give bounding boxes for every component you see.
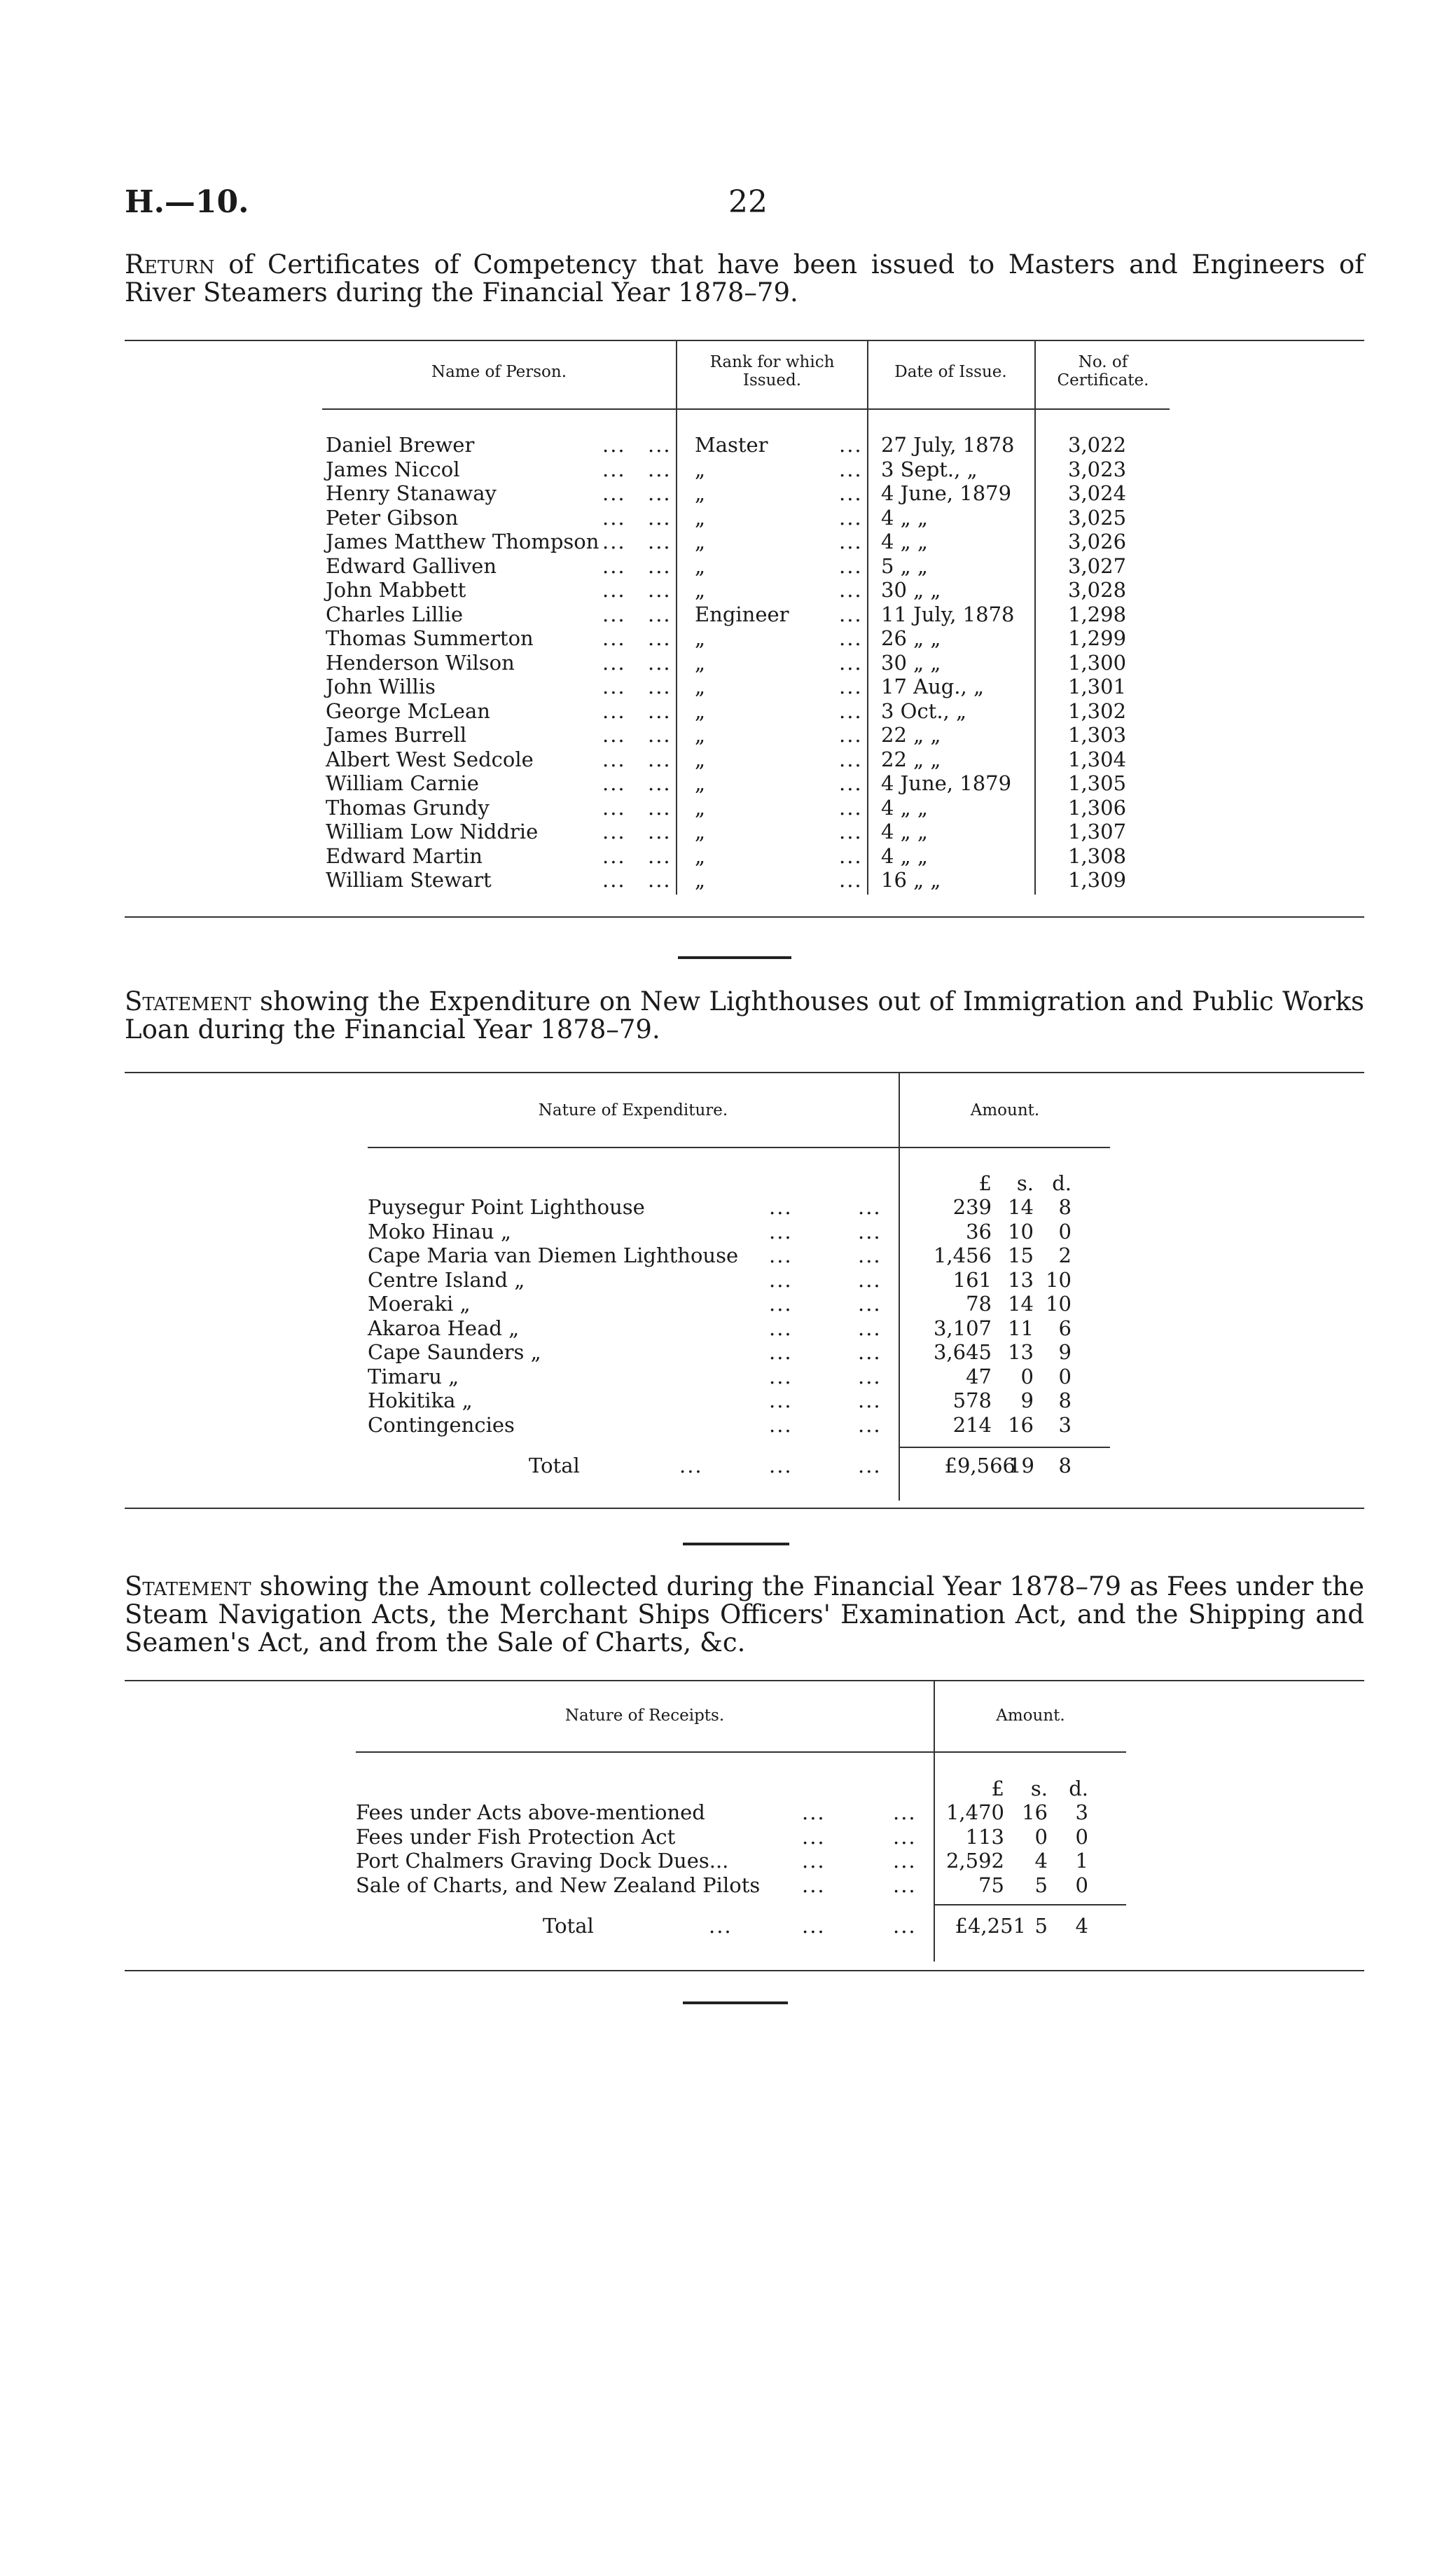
amount-pounds: 75 — [978, 1873, 1004, 1897]
leader-dots: ... — [602, 602, 626, 626]
leader-dots: ... — [648, 747, 672, 771]
leader-dots: ... — [839, 820, 863, 843]
leader-dots: ... — [839, 795, 863, 820]
leader-dots: ... — [602, 505, 626, 530]
certificates-title-text: of Certificates of Competency that have been issued to Masters and Engineers of River Steamers during the Financial Year 1878–79. — [125, 249, 1364, 308]
certificate-number: 3,022 — [1068, 433, 1127, 457]
certificate-number: 1,301 — [1068, 675, 1127, 698]
amount-pence: 9 — [1058, 1340, 1072, 1364]
certificate-number: 1,302 — [1068, 698, 1127, 723]
receipt-item: Fees under Fish Protection Act — [356, 1824, 676, 1849]
amount-shillings: 16 — [1022, 1800, 1048, 1824]
leader-dots: ... — [602, 530, 626, 553]
certificates-col-divider-3 — [1034, 341, 1036, 895]
leader-dots: ... — [769, 1412, 793, 1437]
person-name: William Low Niddrie — [326, 820, 539, 843]
rank-cell: „ — [695, 553, 706, 578]
leader-dots: ... — [839, 505, 863, 530]
expenditure-item: Timaru „ — [368, 1364, 459, 1388]
date-cell: 4 „ „ — [881, 505, 928, 530]
lighthouses-top-rule — [125, 1072, 1364, 1073]
leader-dots: ... — [858, 1195, 882, 1219]
col-header-nature-receipts: Nature of Receipts. — [564, 1707, 725, 1725]
certificates-title — [125, 251, 1364, 307]
leader-dots: ... — [602, 771, 626, 795]
person-name: Albert West Sedcole — [326, 747, 534, 771]
date-cell: 22 „ „ — [881, 747, 941, 771]
amount-pence: 0 — [1075, 1824, 1088, 1849]
expenditure-item: Centre Island „ — [368, 1267, 525, 1292]
leader-dots: ... — [858, 1364, 882, 1388]
leader-dots: ... — [769, 1292, 793, 1316]
person-name: Thomas Summerton — [326, 626, 534, 650]
leader-dots: ... — [602, 698, 626, 723]
leader-dots: ... — [648, 868, 672, 892]
date-cell: 16 „ „ — [881, 868, 941, 892]
rank-cell: „ — [695, 698, 706, 723]
fees-bottom-rule — [125, 1970, 1364, 1971]
person-name: James Burrell — [326, 723, 467, 747]
col-header-rank: Rank for which Issued. — [709, 353, 835, 390]
leader-dots: ... — [893, 1849, 917, 1873]
amount-pounds: 78 — [966, 1292, 992, 1316]
rank-cell: „ — [695, 457, 706, 481]
unit-pence: d. — [1069, 1777, 1088, 1800]
lighthouses-total-leader-2: ... — [769, 1454, 793, 1477]
amount-shillings: 5 — [1034, 1873, 1048, 1897]
leader-dots: ... — [602, 795, 626, 820]
expenditure-item: Akaroa Head „ — [368, 1316, 520, 1340]
amount-pence: 1 — [1075, 1849, 1088, 1873]
col-header-amount-expenditure: Amount. — [970, 1101, 1040, 1119]
page-number: 22 — [728, 184, 768, 220]
rank-cell: „ — [695, 843, 706, 868]
expenditure-item: Hokitika „ — [368, 1388, 473, 1412]
lighthouses-title-text: showing the Expenditure on New Lighthouses out of Immigration and Public Works Loan during the Financial Year 1878–79. — [125, 986, 1364, 1045]
expenditure-item: Cape Saunders „ — [368, 1340, 541, 1364]
leader-dots: ... — [769, 1364, 793, 1388]
rank-cell: „ — [695, 675, 706, 698]
certificate-number: 1,307 — [1068, 820, 1127, 843]
fees-total-shillings: 5 — [1034, 1914, 1048, 1938]
certificate-number: 3,028 — [1068, 578, 1127, 602]
leader-dots: ... — [858, 1243, 882, 1267]
leader-dots: ... — [602, 843, 626, 868]
leader-dots: ... — [858, 1388, 882, 1412]
certificates-header-rule — [322, 408, 1170, 410]
person-name: Charles Lillie — [326, 602, 464, 626]
unit-pounds: £ — [978, 1171, 992, 1195]
leader-dots: ... — [602, 650, 626, 675]
receipt-item: Fees under Acts above-mentioned — [356, 1800, 705, 1824]
person-name: Daniel Brewer — [326, 433, 475, 457]
leader-dots: ... — [648, 481, 672, 505]
person-name: John Mabbett — [326, 578, 466, 602]
amount-pence: 0 — [1058, 1364, 1072, 1388]
amount-pence: 10 — [1046, 1292, 1072, 1316]
leader-dots: ... — [648, 553, 672, 578]
amount-shillings: 14 — [1008, 1195, 1034, 1219]
rank-cell: „ — [695, 626, 706, 650]
fees-title-lead: Statement — [125, 1571, 251, 1601]
unit-shillings: s. — [1016, 1171, 1034, 1195]
leader-dots: ... — [802, 1800, 826, 1824]
expenditure-item: Moko Hinau „ — [368, 1219, 511, 1243]
col-header-cert: No. of Certificate. — [1057, 353, 1149, 390]
amount-pence: 0 — [1075, 1873, 1088, 1897]
date-cell: 4 „ „ — [881, 530, 928, 553]
page-reference: H.—10. — [125, 184, 249, 220]
certificates-col-divider-2 — [867, 341, 868, 895]
fees-header-rule — [356, 1751, 1126, 1753]
receipt-item: Port Chalmers Graving Dock Dues... — [356, 1849, 729, 1873]
unit-pounds: £ — [991, 1777, 1004, 1800]
leader-dots: ... — [602, 553, 626, 578]
leader-dots: ... — [648, 723, 672, 747]
leader-dots: ... — [769, 1316, 793, 1340]
leader-dots: ... — [839, 553, 863, 578]
receipt-item: Sale of Charts, and New Zealand Pilots — [356, 1873, 761, 1897]
date-cell: 4 June, 1879 — [881, 481, 1012, 505]
leader-dots: ... — [602, 723, 626, 747]
date-cell: 22 „ „ — [881, 723, 941, 747]
leader-dots: ... — [858, 1340, 882, 1364]
certificate-number: 3,026 — [1068, 530, 1127, 553]
leader-dots: ... — [602, 747, 626, 771]
amount-pounds: 1,456 — [933, 1243, 992, 1267]
rank-cell: Master — [695, 433, 768, 457]
lighthouses-title — [125, 988, 1364, 1044]
date-cell: 4 June, 1879 — [881, 771, 1012, 795]
leader-dots: ... — [858, 1219, 882, 1243]
leader-dots: ... — [769, 1340, 793, 1364]
certificate-number: 1,303 — [1068, 723, 1127, 747]
date-cell: 30 „ „ — [881, 578, 941, 602]
leader-dots: ... — [648, 505, 672, 530]
leader-dots: ... — [839, 771, 863, 795]
leader-dots: ... — [648, 433, 672, 457]
leader-dots: ... — [839, 747, 863, 771]
leader-dots: ... — [839, 675, 863, 698]
leader-dots: ... — [602, 457, 626, 481]
amount-shillings: 0 — [1034, 1824, 1048, 1849]
fees-total-pence: 4 — [1075, 1914, 1088, 1938]
rank-cell: „ — [695, 820, 706, 843]
amount-pence: 0 — [1058, 1219, 1072, 1243]
amount-pounds: 47 — [966, 1364, 992, 1388]
expenditure-item: Moeraki „ — [368, 1292, 471, 1316]
lighthouses-total-shillings: 19 — [1008, 1454, 1034, 1477]
leader-dots: ... — [602, 868, 626, 892]
leader-dots: ... — [602, 481, 626, 505]
amount-shillings: 4 — [1034, 1849, 1048, 1873]
amount-shillings: 10 — [1008, 1219, 1034, 1243]
certificate-number: 3,023 — [1068, 457, 1127, 481]
amount-pence: 6 — [1058, 1316, 1072, 1340]
date-cell: 4 „ „ — [881, 843, 928, 868]
person-name: Henderson Wilson — [326, 650, 515, 675]
leader-dots: ... — [839, 481, 863, 505]
leader-dots: ... — [893, 1824, 917, 1849]
certificate-number: 1,305 — [1068, 771, 1127, 795]
section-separator — [683, 2001, 788, 2004]
section-separator — [683, 1543, 789, 1545]
col-header-date: Date of Issue. — [894, 363, 1007, 381]
person-name: Henry Stanaway — [326, 481, 497, 505]
fees-title — [125, 1573, 1364, 1657]
lighthouses-total-pounds: £9,566 — [944, 1454, 1015, 1477]
leader-dots: ... — [858, 1292, 882, 1316]
leader-dots: ... — [648, 626, 672, 650]
leader-dots: ... — [648, 602, 672, 626]
fees-title-text: showing the Amount collected during the Financial Year 1878–79 as Fees under the Steam Navigation Acts, the Merchant Ships Officers' Examination Act, and the Shipping and Seamen's Act, and from the Sale of Charts, &c. — [125, 1571, 1364, 1657]
certificate-number: 1,300 — [1068, 650, 1127, 675]
amount-pounds: 2,592 — [945, 1849, 1004, 1873]
lighthouses-header-rule — [368, 1147, 1110, 1148]
amount-shillings: 16 — [1008, 1412, 1034, 1437]
leader-dots: ... — [839, 433, 863, 457]
leader-dots: ... — [893, 1873, 917, 1897]
certificate-number: 3,025 — [1068, 505, 1127, 530]
col-header-nature-expenditure: Nature of Expenditure. — [538, 1101, 728, 1119]
fees-top-rule — [125, 1680, 1364, 1681]
leader-dots: ... — [648, 675, 672, 698]
leader-dots: ... — [648, 650, 672, 675]
amount-shillings: 14 — [1008, 1292, 1034, 1316]
leader-dots: ... — [602, 820, 626, 843]
fees-total-leader-1: ... — [709, 1914, 733, 1938]
rank-cell: Engineer — [695, 602, 789, 626]
amount-pence: 8 — [1058, 1195, 1072, 1219]
amount-pence: 2 — [1058, 1243, 1072, 1267]
certificate-number: 1,298 — [1068, 602, 1127, 626]
amount-pounds: 3,107 — [933, 1316, 992, 1340]
fees-total-leader-2: ... — [802, 1914, 826, 1938]
rank-cell: „ — [695, 723, 706, 747]
leader-dots: ... — [648, 795, 672, 820]
certificates-top-rule — [125, 340, 1364, 341]
date-cell: 26 „ „ — [881, 626, 941, 650]
amount-shillings: 13 — [1008, 1267, 1034, 1292]
date-cell: 27 July, 1878 — [881, 433, 1015, 457]
leader-dots: ... — [648, 578, 672, 602]
person-name: Peter Gibson — [326, 505, 459, 530]
certificate-number: 3,027 — [1068, 553, 1127, 578]
person-name: James Matthew Thompson — [326, 530, 599, 553]
leader-dots: ... — [802, 1873, 826, 1897]
leader-dots: ... — [648, 698, 672, 723]
rank-cell: „ — [695, 530, 706, 553]
rank-cell: „ — [695, 868, 706, 892]
fees-total-rule — [935, 1904, 1126, 1905]
lighthouses-total-leader-3: ... — [858, 1454, 882, 1477]
expenditure-item: Puysegur Point Lighthouse — [368, 1195, 645, 1219]
amount-pence: 3 — [1075, 1800, 1088, 1824]
certificate-number: 1,299 — [1068, 626, 1127, 650]
leader-dots: ... — [839, 650, 863, 675]
leader-dots: ... — [602, 578, 626, 602]
amount-shillings: 9 — [1020, 1388, 1034, 1412]
amount-pounds: 214 — [952, 1412, 992, 1437]
leader-dots: ... — [648, 843, 672, 868]
amount-pounds: 578 — [952, 1388, 992, 1412]
date-cell: 5 „ „ — [881, 553, 928, 578]
certificates-title-lead: Return — [125, 249, 215, 280]
date-cell: 30 „ „ — [881, 650, 941, 675]
date-cell: 4 „ „ — [881, 820, 928, 843]
amount-pounds: 1,470 — [945, 1800, 1004, 1824]
lighthouses-col-divider — [899, 1073, 900, 1501]
certificate-number: 1,304 — [1068, 747, 1127, 771]
amount-pounds: 239 — [952, 1195, 992, 1219]
lighthouses-bottom-rule — [125, 1508, 1364, 1509]
person-name: William Carnie — [326, 771, 479, 795]
leader-dots: ... — [769, 1243, 793, 1267]
rank-cell: „ — [695, 505, 706, 530]
fees-total-label: Total — [543, 1914, 594, 1938]
fees-total-pounds: £4,251 — [955, 1914, 1026, 1938]
leader-dots: ... — [858, 1412, 882, 1437]
rank-cell: „ — [695, 481, 706, 505]
rank-cell: „ — [695, 650, 706, 675]
amount-pounds: 161 — [952, 1267, 992, 1292]
leader-dots: ... — [839, 698, 863, 723]
leader-dots: ... — [839, 723, 863, 747]
expenditure-item: Cape Maria van Diemen Lighthouse — [368, 1243, 739, 1267]
amount-pence: 10 — [1046, 1267, 1072, 1292]
amount-shillings: 0 — [1020, 1364, 1034, 1388]
person-name: Thomas Grundy — [326, 795, 490, 820]
leader-dots: ... — [893, 1800, 917, 1824]
col-header-name: Name of Person. — [431, 363, 567, 381]
leader-dots: ... — [769, 1219, 793, 1243]
leader-dots: ... — [839, 457, 863, 481]
fees-total-leader-3: ... — [893, 1914, 917, 1938]
leader-dots: ... — [839, 626, 863, 650]
rank-cell: „ — [695, 747, 706, 771]
lighthouses-title-lead: Statement — [125, 986, 251, 1016]
section-separator — [678, 956, 791, 959]
leader-dots: ... — [839, 843, 863, 868]
leader-dots: ... — [769, 1267, 793, 1292]
leader-dots: ... — [648, 771, 672, 795]
amount-pence: 3 — [1058, 1412, 1072, 1437]
leader-dots: ... — [602, 675, 626, 698]
date-cell: 11 July, 1878 — [881, 602, 1015, 626]
rank-cell: „ — [695, 795, 706, 820]
unit-pence: d. — [1052, 1171, 1072, 1195]
unit-shillings: s. — [1030, 1777, 1048, 1800]
certificate-number: 1,306 — [1068, 795, 1127, 820]
leader-dots: ... — [839, 530, 863, 553]
rank-cell: „ — [695, 771, 706, 795]
amount-shillings: 13 — [1008, 1340, 1034, 1364]
leader-dots: ... — [802, 1824, 826, 1849]
amount-pounds: 36 — [966, 1219, 992, 1243]
leader-dots: ... — [858, 1267, 882, 1292]
person-name: John Willis — [326, 675, 436, 698]
leader-dots: ... — [602, 433, 626, 457]
leader-dots: ... — [648, 820, 672, 843]
lighthouses-total-label: Total — [529, 1454, 580, 1477]
lighthouses-total-rule — [900, 1447, 1110, 1448]
date-cell: 17 Aug., „ — [881, 675, 984, 698]
person-name: James Niccol — [326, 457, 460, 481]
leader-dots: ... — [858, 1316, 882, 1340]
leader-dots: ... — [648, 457, 672, 481]
amount-shillings: 15 — [1008, 1243, 1034, 1267]
certificates-col-divider-1 — [676, 341, 677, 895]
date-cell: 3 Oct., „ — [881, 698, 967, 723]
leader-dots: ... — [839, 578, 863, 602]
date-cell: 3 Sept., „ — [881, 457, 978, 481]
lighthouses-total-leader-1: ... — [679, 1454, 703, 1477]
certificate-number: 1,309 — [1068, 868, 1127, 892]
certificate-number: 1,308 — [1068, 843, 1127, 868]
leader-dots: ... — [602, 626, 626, 650]
amount-pounds: 3,645 — [933, 1340, 992, 1364]
certificate-number: 3,024 — [1068, 481, 1127, 505]
person-name: Edward Galliven — [326, 553, 497, 578]
leader-dots: ... — [769, 1195, 793, 1219]
person-name: Edward Martin — [326, 843, 483, 868]
expenditure-item: Contingencies — [368, 1412, 515, 1437]
amount-pounds: 113 — [965, 1824, 1004, 1849]
amount-pence: 8 — [1058, 1388, 1072, 1412]
rank-cell: „ — [695, 578, 706, 602]
leader-dots: ... — [802, 1849, 826, 1873]
leader-dots: ... — [839, 868, 863, 892]
amount-shillings: 11 — [1008, 1316, 1034, 1340]
col-header-amount-receipts: Amount. — [996, 1707, 1065, 1725]
lighthouses-total-pence: 8 — [1058, 1454, 1072, 1477]
person-name: George McLean — [326, 698, 490, 723]
certificates-bottom-rule — [125, 916, 1364, 918]
person-name: William Stewart — [326, 868, 492, 892]
date-cell: 4 „ „ — [881, 795, 928, 820]
leader-dots: ... — [648, 530, 672, 553]
leader-dots: ... — [839, 602, 863, 626]
leader-dots: ... — [769, 1388, 793, 1412]
